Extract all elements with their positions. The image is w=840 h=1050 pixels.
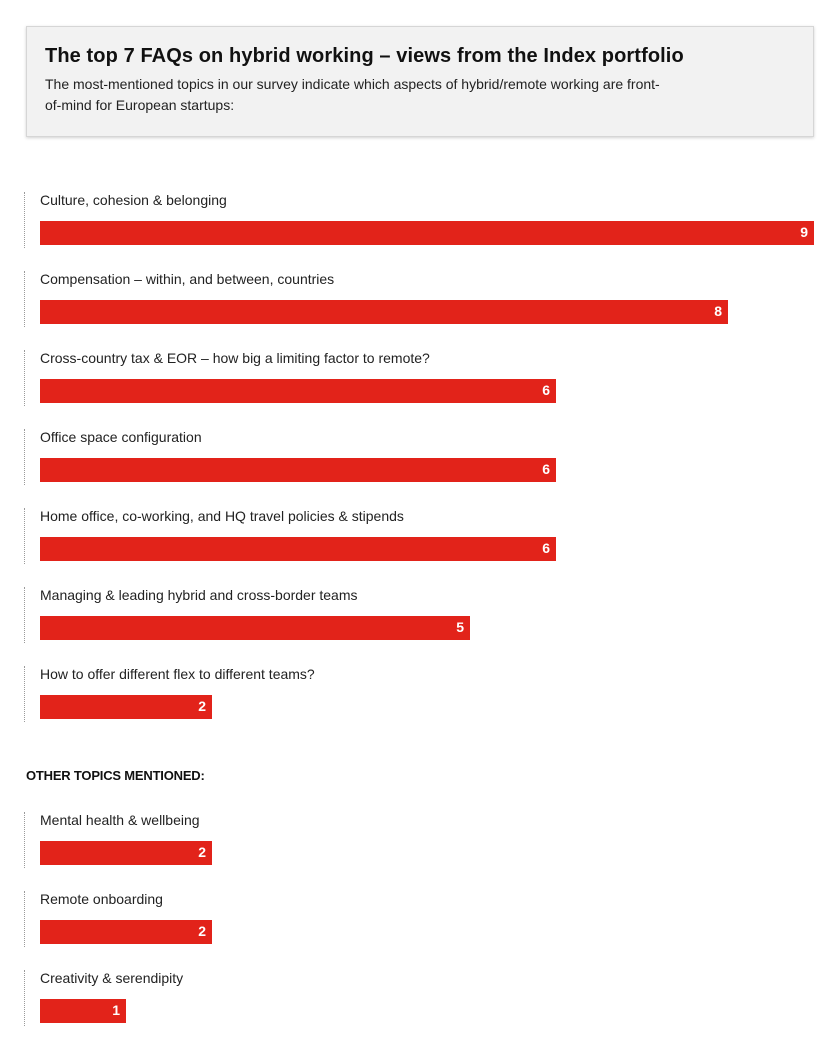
bar-row <box>24 271 824 327</box>
bar <box>40 537 556 561</box>
bar-value-label: 8 <box>714 303 722 319</box>
bar <box>40 999 126 1023</box>
bar-category-label: Remote onboarding <box>40 891 163 907</box>
bar-category-label: Home office, co-working, and HQ travel policies & stipends <box>40 508 404 524</box>
bar-category-label: Cross-country tax & EOR – how big a limiting factor to remote? <box>40 350 430 366</box>
bar-row <box>24 891 824 947</box>
bar-category-label: Managing & leading hybrid and cross-border teams <box>40 587 358 603</box>
bar-value-label: 9 <box>800 224 808 240</box>
bar-category-label: Creativity & serendipity <box>40 970 184 986</box>
bar-value-label: 2 <box>198 698 206 714</box>
bar-value-label: 5 <box>456 619 464 635</box>
bar-row <box>24 666 824 722</box>
header-box <box>26 26 814 137</box>
bar-value-label: 2 <box>198 923 206 939</box>
bar-category-label: Mental health & wellbeing <box>40 812 200 828</box>
bar <box>40 841 212 865</box>
bar <box>40 458 556 482</box>
bar-value-label: 6 <box>542 382 550 398</box>
bar <box>40 695 212 719</box>
bar-category-label: Office space configuration <box>40 429 202 445</box>
bar-value-label: 6 <box>542 540 550 556</box>
bar-category-label: How to offer different flex to different teams? <box>40 666 315 682</box>
bar-row <box>24 192 824 248</box>
bar-category-label: Culture, cohesion & belonging <box>40 192 227 208</box>
bar <box>40 379 556 403</box>
bar-value-label: 6 <box>542 461 550 477</box>
bar-row <box>24 812 824 868</box>
bar <box>40 616 470 640</box>
bar-row <box>24 587 824 643</box>
other-topics-title: OTHER TOPICS MENTIONED: <box>26 768 205 783</box>
bar-row <box>24 429 824 485</box>
chart-subtitle: The most-mentioned topics in our survey indicate which aspects of hybrid/remote working are front-of-mind for European startups: <box>45 76 660 113</box>
bar-row <box>24 970 824 1026</box>
bar-value-label: 1 <box>112 1002 120 1018</box>
bar-row <box>24 508 824 564</box>
bar-category-label: Compensation – within, and between, countries <box>40 271 335 287</box>
bar-value-label: 2 <box>198 844 206 860</box>
bar-row <box>24 350 824 406</box>
chart-title: The top 7 FAQs on hybrid working – views from the Index portfolio <box>45 45 684 67</box>
bar <box>40 221 814 245</box>
bar <box>40 300 728 324</box>
bar <box>40 920 212 944</box>
